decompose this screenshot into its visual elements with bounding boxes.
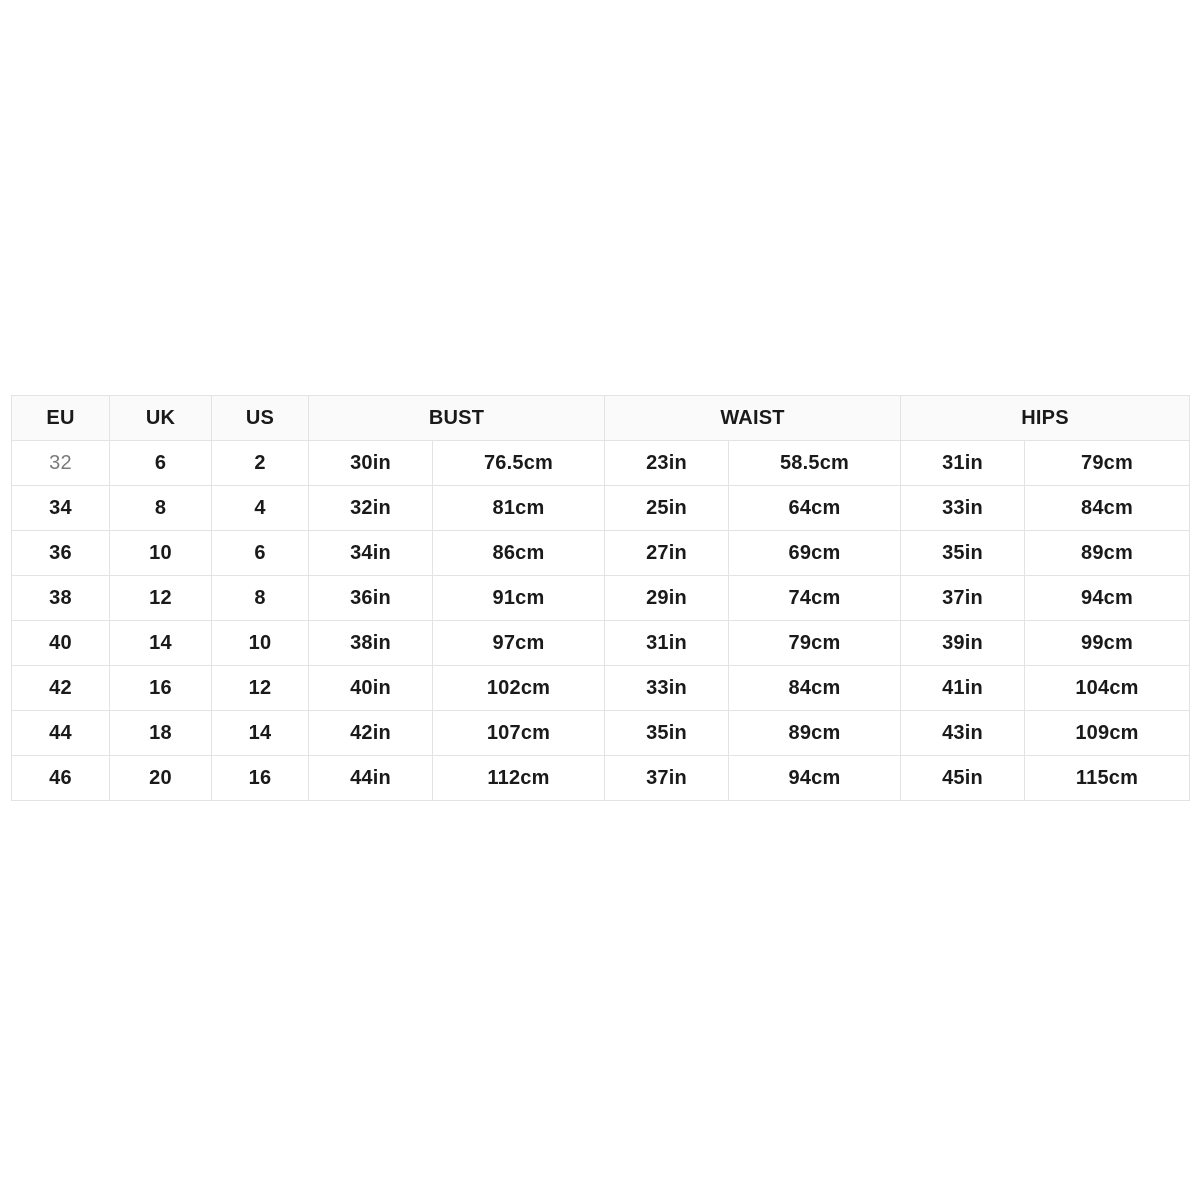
cell-waist-cm: 64cm [729,486,901,531]
cell-bust-cm: 76.5cm [433,441,605,486]
cell-waist-cm: 69cm [729,531,901,576]
header-hips: HIPS [901,396,1190,441]
table-row [12,486,1190,531]
cell-hips-in: 33in [901,486,1025,531]
cell-us: 4 [212,486,309,531]
cell-waist-cm: 94cm [729,756,901,801]
table-row [12,666,1190,711]
cell-uk: 6 [110,441,212,486]
cell-bust-cm: 107cm [433,711,605,756]
cell-waist-in: 33in [605,666,729,711]
cell-waist-cm: 89cm [729,711,901,756]
header-uk: UK [110,396,212,441]
cell-bust-in: 42in [309,711,433,756]
table-header [12,396,1190,441]
cell-uk: 14 [110,621,212,666]
cell-eu: 46 [12,756,110,801]
cell-us: 16 [212,756,309,801]
cell-bust-in: 30in [309,441,433,486]
cell-waist-cm: 74cm [729,576,901,621]
cell-waist-in: 37in [605,756,729,801]
cell-waist-in: 25in [605,486,729,531]
header-bust: BUST [309,396,605,441]
cell-hips-cm: 99cm [1025,621,1190,666]
table-row [12,621,1190,666]
cell-eu: 36 [12,531,110,576]
cell-hips-cm: 104cm [1025,666,1190,711]
cell-uk: 20 [110,756,212,801]
header-eu: EU [12,396,110,441]
cell-waist-in: 31in [605,621,729,666]
cell-us: 2 [212,441,309,486]
cell-waist-in: 23in [605,441,729,486]
cell-hips-cm: 89cm [1025,531,1190,576]
cell-hips-cm: 79cm [1025,441,1190,486]
table-row [12,576,1190,621]
cell-waist-in: 35in [605,711,729,756]
cell-hips-cm: 115cm [1025,756,1190,801]
cell-uk: 10 [110,531,212,576]
cell-waist-cm: 79cm [729,621,901,666]
cell-hips-cm: 109cm [1025,711,1190,756]
table-row [12,756,1190,801]
cell-eu: 40 [12,621,110,666]
cell-bust-in: 44in [309,756,433,801]
cell-uk: 8 [110,486,212,531]
cell-uk: 16 [110,666,212,711]
cell-bust-cm: 91cm [433,576,605,621]
table-body [12,441,1190,801]
cell-eu: 34 [12,486,110,531]
cell-waist-cm: 84cm [729,666,901,711]
cell-eu: 44 [12,711,110,756]
cell-bust-in: 40in [309,666,433,711]
cell-waist-cm: 58.5cm [729,441,901,486]
cell-bust-in: 38in [309,621,433,666]
cell-hips-in: 39in [901,621,1025,666]
cell-eu: 42 [12,666,110,711]
cell-waist-in: 29in [605,576,729,621]
cell-bust-in: 32in [309,486,433,531]
cell-hips-in: 37in [901,576,1025,621]
cell-hips-in: 43in [901,711,1025,756]
cell-bust-cm: 102cm [433,666,605,711]
cell-us: 12 [212,666,309,711]
cell-bust-in: 36in [309,576,433,621]
cell-us: 6 [212,531,309,576]
cell-eu: 38 [12,576,110,621]
cell-bust-cm: 112cm [433,756,605,801]
cell-us: 8 [212,576,309,621]
cell-hips-cm: 94cm [1025,576,1190,621]
header-row [12,396,1190,441]
cell-uk: 12 [110,576,212,621]
table-row [12,531,1190,576]
cell-hips-in: 45in [901,756,1025,801]
cell-hips-cm: 84cm [1025,486,1190,531]
header-us: US [212,396,309,441]
header-waist: WAIST [605,396,901,441]
cell-bust-cm: 86cm [433,531,605,576]
cell-us: 14 [212,711,309,756]
cell-us: 10 [212,621,309,666]
cell-uk: 18 [110,711,212,756]
cell-hips-in: 31in [901,441,1025,486]
cell-bust-in: 34in [309,531,433,576]
cell-hips-in: 41in [901,666,1025,711]
cell-hips-in: 35in [901,531,1025,576]
table-row [12,441,1190,486]
cell-bust-cm: 97cm [433,621,605,666]
cell-waist-in: 27in [605,531,729,576]
cell-bust-cm: 81cm [433,486,605,531]
table-row [12,711,1190,756]
cell-eu: 32 [12,441,110,486]
size-chart-table [11,395,1190,801]
